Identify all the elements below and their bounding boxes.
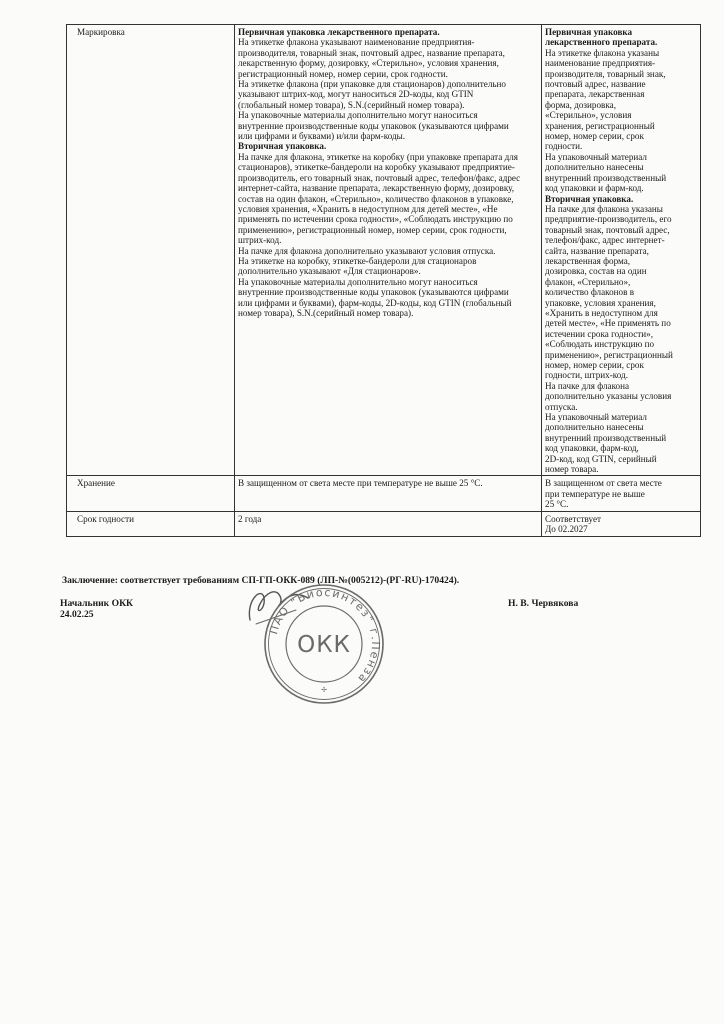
text-line: код упаковки, фарм-код, <box>545 443 639 454</box>
text-line: или цифрами и буквами), фарм-коды, 2D-коды, код GTIN (глобальный <box>238 297 512 308</box>
stamp-cross-icon: ✢ <box>321 686 327 694</box>
text-line: стационаров), этикетке-бандероли на коробку указывают предприятие- <box>238 162 515 173</box>
text-line: Вторичная упаковка. <box>545 193 634 204</box>
text-line: «Стерильно», условия <box>545 110 632 121</box>
text-line: наименование предприятия- <box>545 58 656 69</box>
text-line: Соответствует <box>545 513 601 524</box>
text-line: В защищенном от света месте <box>545 478 662 489</box>
storage-result <box>542 476 701 511</box>
text-line: На пачке для флакона дополнительно указывают условия отпуска. <box>238 245 496 256</box>
text-line: почтовый адрес, название <box>545 79 646 90</box>
text-line: На пачке для флакона <box>545 380 630 391</box>
text-line: номер товара), S.N.(серийный номер товара). <box>238 307 414 318</box>
text-line: Первичная упаковка <box>545 27 633 37</box>
text-line: номер товара. <box>545 464 599 475</box>
text-line: Вторичная упаковка. <box>238 141 327 152</box>
text-line: код упаковки и фарм-код. <box>545 183 644 194</box>
text-line: телефон/факс, адрес интернет- <box>545 235 665 246</box>
text-line: производителя, товарный знак, <box>545 68 666 79</box>
stamp-ring-text: ПАО "Биосинтез" г.Пенза <box>267 585 383 687</box>
text-line: 2D-код, код GTIN, серийный <box>545 453 657 464</box>
text-line: производитель, его товарный знак, почтовый адрес, телефон/факс, адрес <box>238 172 521 183</box>
text-line: состав на один флакон, «Стерильно», количество флаконов в упаковке, <box>238 193 514 204</box>
text-line: дозировка, состав на один <box>545 266 647 277</box>
text-line: сайта, название препарата, <box>545 245 649 256</box>
row-marking <box>67 25 701 476</box>
text-line: истечении срока годности», <box>545 328 654 339</box>
text-line: номер, номер серии, срок <box>545 360 644 370</box>
text-line: «Соблюдать инструкцию по <box>545 339 655 350</box>
text-line: при температуре не выше <box>545 488 645 499</box>
row-storage <box>67 476 701 511</box>
storage-requirement: В защищенном от света месте при температуре не выше 25 °С. <box>235 476 542 511</box>
text-line: На упаковочный материал <box>545 412 647 423</box>
signatory-role: Начальник ОКК <box>60 598 133 609</box>
text-line: (глобальный номер товара), S.N.(серийный номер товара). <box>238 99 465 110</box>
text-line: флакон, «Стерильно», <box>545 276 631 287</box>
text-line: дополнительно нанесены <box>545 162 644 173</box>
text-line: лекарственного препарата. <box>545 37 658 48</box>
row-label-marking: Маркировка <box>67 25 235 476</box>
text-line: товарный знак, почтовый адрес, <box>545 224 670 235</box>
text-line: отпуска. <box>545 401 578 412</box>
text-line: указывают штрих-код, могут наноситься 2D-коды, код GTIN <box>238 89 474 100</box>
text-line: применению», регистрационный номер, номер серии, срок годности, <box>238 224 507 235</box>
text-line: предприятие-производитель, его <box>545 214 672 225</box>
text-line: упаковке, условия хранения, <box>545 297 656 308</box>
text-line: внутренние производственные коды упаковок (указываются цифрами <box>238 287 509 298</box>
row-shelf-life <box>67 511 701 536</box>
marking-requirement <box>235 25 542 476</box>
row-label-storage: Хранение <box>67 476 235 511</box>
text-line: внутренние производственные коды упаковок (указываются цифрами <box>238 120 509 131</box>
text-line: 25 °С. <box>545 499 569 510</box>
shelf-life-result <box>542 511 701 536</box>
text-line: На пачке для флакона указаны <box>545 203 663 214</box>
okk-stamp <box>262 582 386 706</box>
text-line: До 02.2027 <box>545 524 588 535</box>
text-line: Первичная упаковка лекарственного препарата. <box>238 27 440 37</box>
text-line: детей месте», «Не применять по <box>545 318 671 329</box>
text-line: «Хранить в недоступном для <box>545 307 658 318</box>
text-line: На упаковочные материалы дополнительно могут наноситься <box>238 276 478 287</box>
text-line: внутренний производственный <box>545 432 667 443</box>
text-line: дополнительно указывают «Для стационаров». <box>238 266 421 277</box>
text-line: годности, штрих-код. <box>545 370 628 381</box>
signature-date: 24.02.25 <box>60 609 94 620</box>
text-line: На этикетке на коробку, этикетке-бандероли для стационаров <box>238 255 477 266</box>
signatory-name: Н. В. Червякова <box>508 598 579 609</box>
text-line: На этикетке флакона указаны <box>545 47 660 58</box>
text-line: На упаковочный материал <box>545 151 647 162</box>
text-line: применять по истечении срока годности», «Соблюдать инструкцию по <box>238 214 513 225</box>
text-line: производителя, товарный знак, почтовый адрес, название препарата, <box>238 47 505 58</box>
text-line: годности. <box>545 141 583 152</box>
text-line: номер, номер серии, срок <box>545 131 644 142</box>
text-line: лекарственную форму, дозировку, «Стерильно», условия хранения, <box>238 58 499 69</box>
text-line: лекарственная форма, <box>545 255 631 266</box>
text-line: внутренний производственный <box>545 172 667 183</box>
text-line: регистрационный номер, номер серии, срок годности. <box>238 68 448 79</box>
marking-result <box>542 25 701 476</box>
text-line: штрих-код. <box>238 235 282 246</box>
text-line: На пачке для флакона, этикетке на коробку (при упаковке препарата для <box>238 151 518 162</box>
text-line: На этикетке флакона указывают наименование предприятия- <box>238 37 475 48</box>
conclusion: Заключение: соответствует требованиям СП-ГП-ОКК-089 (ЛП-№(005212)-(РГ-RU)-170424). <box>62 575 460 586</box>
text-line: дополнительно нанесены <box>545 422 644 433</box>
text-line: условия хранения, «Хранить в недоступном для детей месте», «Не <box>238 203 498 214</box>
text-line: форма, дозировка, <box>545 99 616 110</box>
text-line: количество флаконов в <box>545 287 635 298</box>
stamp-center-text: ОКК <box>297 632 351 658</box>
text-line: интернет-сайта, название препарата, лекарственную форму, дозировку, <box>238 183 515 194</box>
row-label-shelf-life: Срок годности <box>67 511 235 536</box>
text-line: препарата, лекарственная <box>545 89 645 100</box>
text-line: применению», регистрационный <box>545 349 673 360</box>
text-line: или цифрами и буквами) и/или фарм-коды. <box>238 131 406 142</box>
text-line: хранения, регистрационный <box>545 120 655 131</box>
text-line: дополнительно указаны условия <box>545 391 672 402</box>
text-line: На упаковочные материалы дополнительно могут наноситься <box>238 110 478 121</box>
spec-table <box>66 24 701 537</box>
text-line: На этикетке флакона (при упаковке для стационаров) дополнительно <box>238 79 506 90</box>
shelf-life-requirement: 2 года <box>235 511 542 536</box>
